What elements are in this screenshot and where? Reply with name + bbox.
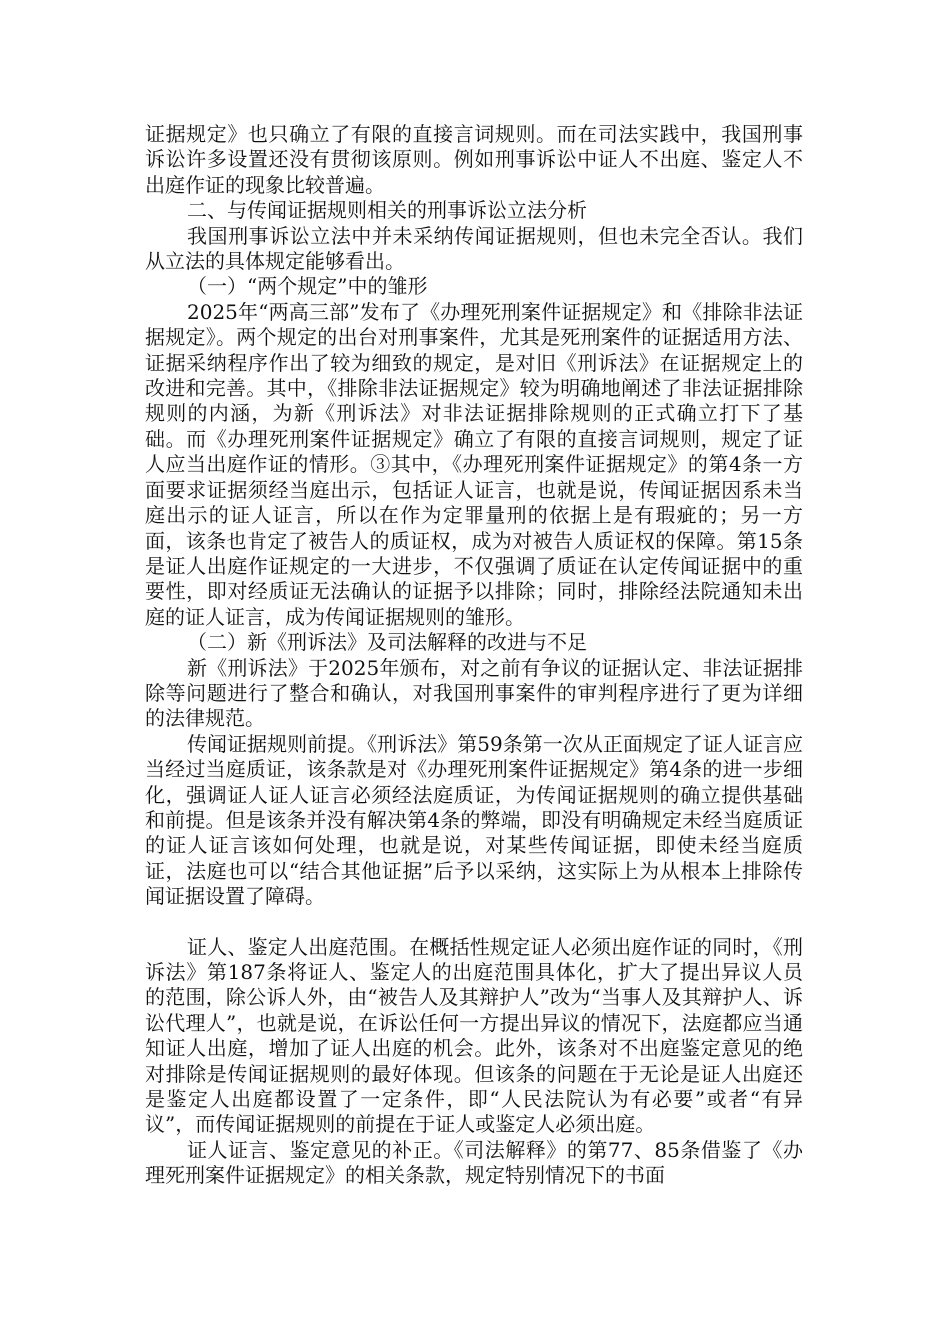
paragraph-continued: 证据规定》也只确立了有限的直接言词规则。而在司法实践中，我国刑事诉讼许多设置还没有贯彻该原则。例如刑事诉讼中证人不出庭、鉴定人不出庭作证的现象比较普遍。: [145, 122, 803, 197]
paragraph: 新《刑诉法》于2025年颁布，对之前有争议的证据认定、非法证据排除等问题进行了整合和确认，对我国刑事案件的审判程序进行了更为详细的法律规范。: [145, 655, 803, 731]
subsection-heading-2: （二）新《刑诉法》及司法解释的改进与不足: [187, 630, 587, 655]
section-heading: 二、与传闻证据规则相关的刑事诉讼立法分析: [187, 198, 587, 223]
paragraph: 2025年“两高三部”发布了《办理死刑案件证据规定》和《排除非法证据规定》。两个规定的出台对刑事案件，尤其是死刑案件的证据适用方法、证据采纳程序作出了较为细致的规定，是对旧《刑诉法》在证据规定上的改进和完善。其中，《排除非法证据规定》较为明确地阐述了非法证据排除规则的内涵，为新《刑诉法》对非法证据排除规则的正式确立打下了基础。而《办理死刑案件证据规定》确立了有限的直接言词规则，规定了证人应当出庭作证的情形。③其中，《办理死刑案件证据规定》的第4条一方面要求证据须经当庭出示，包括证人证言，也就是说，传闻证据因系未当庭出示的证人证言，所以在作为定罪量刑的依据上是有瑕疵的；另一方面，该条也肯定了被告人的质证权，成为对被告人质证权的保障。第15条是证人出庭作证规定的一大进步，不仅强调了质证在认定传闻证据中的重要性，即对经质证无法确认的证据予以排除；同时，排除经法院通知未出庭的证人证言，成为传闻证据规则的雏形。: [145, 299, 803, 629]
document-page: [145, 122, 803, 1189]
paragraph: 传闻证据规则前提。《刑诉法》第59条第一次从正面规定了证人证言应当经过当庭质证，该条款是对《办理死刑案件证据规定》第4条的进一步细化，强调证人证人证言必须经法庭质证，为传闻证据规则的确立提供基础和前提。但是该条并没有解决第4条的弊端，即没有明确规定未经当庭质证的证人证言该如何处理，也就是说，对某些传闻证据，即使未经当庭质证，法庭也可以“结合其他证据”后予以采纳，这实际上为从根本上排除传闻证据设置了障碍。: [145, 731, 803, 909]
subsection-heading-1: （一）“两个规定”中的雏形: [187, 274, 428, 299]
paragraph: 证人证言、鉴定意见的补正。《司法解释》的第77、85条借鉴了《办理死刑案件证据规定》的相关条款，规定特别情况下的书面: [145, 1137, 803, 1188]
paragraph: 我国刑事诉讼立法中并未采纳传闻证据规则，但也未完全否认。我们从立法的具体规定能够看出。: [145, 223, 803, 274]
paragraph: 证人、鉴定人出庭范围。在概括性规定证人必须出庭作证的同时，《刑诉法》第187条将证人、鉴定人的出庭范围具体化，扩大了提出异议人员的范围，除公诉人外，由“被告人及其辩护人”改为“当事人及其辩护人、诉讼代理人”，也就是说，在诉讼任何一方提出异议的情况下，法庭都应当通知证人出庭，增加了证人出庭的机会。此外，该条对不出庭鉴定意见的绝对排除是传闻证据规则的最好体现。但该条的问题在于无论是证人出庭还是鉴定人出庭都设置了一定条件，即“人民法院认为有必要”或者“有异议”，而传闻证据规则的前提在于证人或鉴定人必须出庭。: [145, 934, 803, 1137]
